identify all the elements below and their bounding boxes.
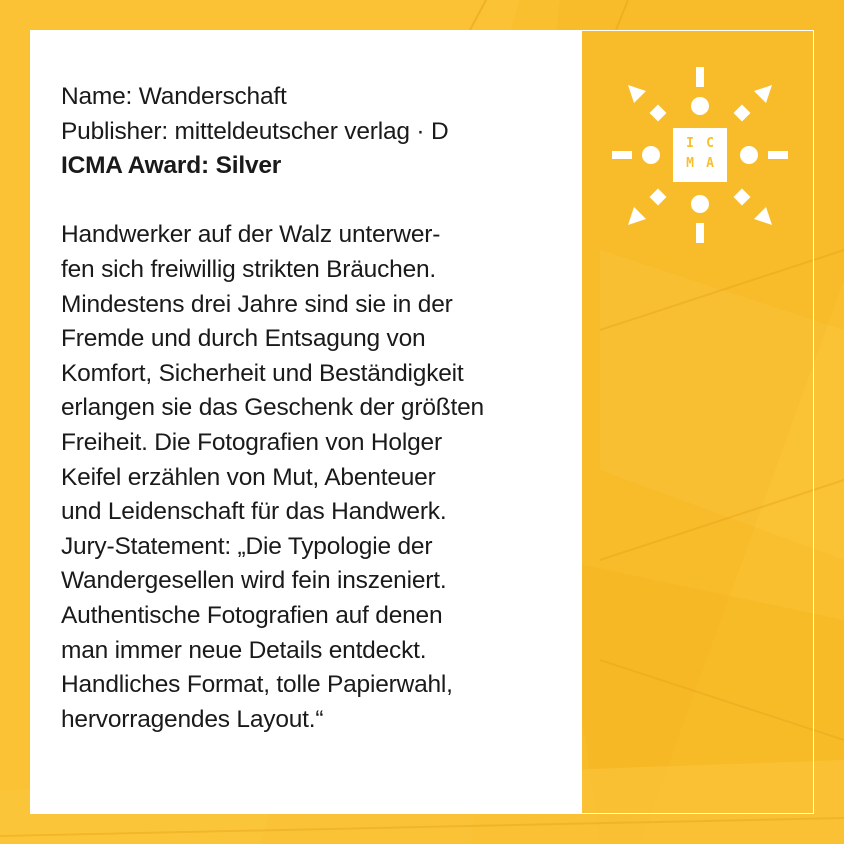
book-description [61, 218, 561, 737]
paragraph-gap [61, 184, 561, 219]
description-line: hervorragendes Layout.“ [61, 705, 324, 733]
logo-letter: I [686, 136, 694, 151]
logo-letter: C [706, 136, 714, 151]
icma-logo-box [673, 128, 727, 182]
description-line: man immer neue Details entdeckt. [61, 636, 427, 664]
book-publisher: Publisher: mitteldeutscher verlag · D [61, 117, 449, 145]
description-line: Komfort, Sicherheit und Beständigkeit [61, 359, 464, 387]
description-line: Handwerker auf der Walz unterwer- [61, 221, 441, 249]
logo-letter: M [686, 156, 694, 171]
logo-letter: A [706, 156, 714, 171]
award-level: ICMA Award: Silver [61, 152, 282, 180]
description-line: Wandergesellen wird fein inszeniert. [61, 567, 447, 595]
card-text-block [61, 80, 561, 737]
description-line: Jury-Statement: „Die Typologie der [61, 532, 433, 560]
book-name: Name: Wanderschaft [61, 83, 287, 110]
description-line: erlangen sie das Geschenk der größten [61, 394, 484, 422]
info-card [30, 30, 582, 814]
description-line: Mindestens drei Jahre sind sie in der [61, 290, 453, 318]
description-line: fen sich freiwillig strikten Bräuchen. [61, 255, 437, 283]
description-line: Authentische Fotografien auf denen [61, 601, 443, 629]
description-line: Fremde und durch Entsagung von [61, 325, 426, 353]
description-line: Keifel erzählen von Mut, Abenteuer [61, 463, 436, 491]
description-line: und Leidenschaft für das Handwerk. [61, 498, 447, 526]
description-line: Handliches Format, tolle Papierwahl, [61, 671, 453, 699]
description-line: Freiheit. Die Fotografien von Holger [61, 428, 442, 456]
